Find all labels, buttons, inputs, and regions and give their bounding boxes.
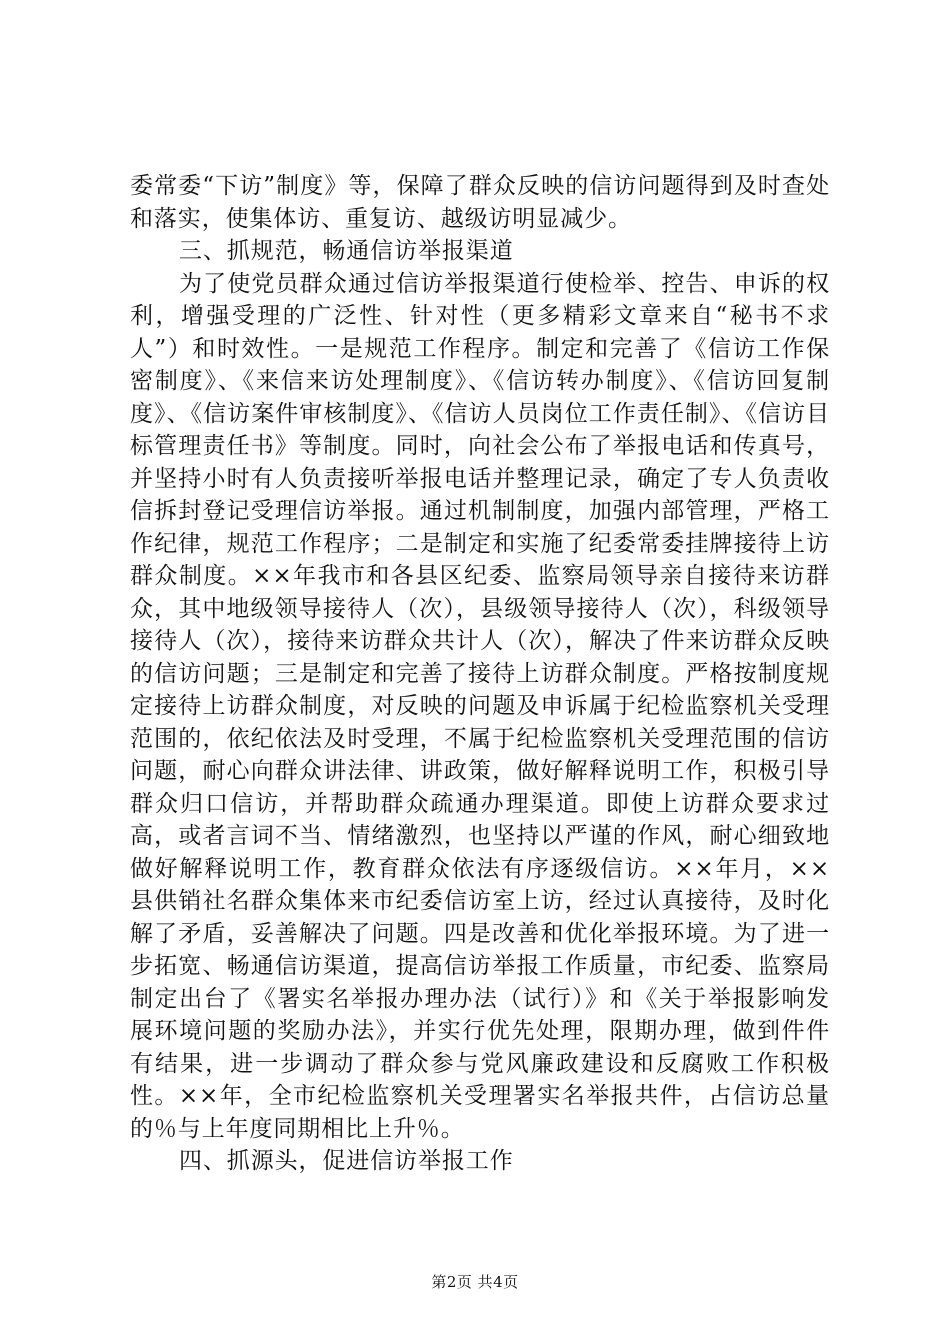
- section-heading-4: 四、抓源头，促进信访举报工作: [179, 1148, 514, 1174]
- page-number: 第2页: [431, 1273, 473, 1291]
- paragraph-continuation: 委常委“下访”制度》等，保障了群众反映的信访问题得到及时查处和落实，使集体访、重复访、越级访明显减少。: [130, 173, 830, 232]
- total-pages: 共4页: [477, 1273, 519, 1291]
- paragraph-body: 为了使党员群众通过信访举报渠道行使检举、控告、申诉的权利，增强受理的广泛性、针对性（更多精彩文章来自“秘书不求人”）和时效性。一是规范工作程序。制定和完善了《信访工作保密制度》、《来信来访处理制度》、《信访转办制度》、《信访回复制度》、《信访案件审核制度》、《信访人员岗位工作责任制》、《信访目标管理责任书》等制度。同时，向社会公布了举报电话和传真号，并坚持小时有人负责接听举报电话并整理记录，确定了专人负责收信拆封登记受理信访举报。通过机制制度，加强内部管理，严格工作纪律，规范工作程序；二是制定和实施了纪委常委挂牌接待上访群众制度。××年我市和各县区纪委、监察局领导亲自接待来访群众，其中地级领导接待人（次），县级领导接待人（次），科级领导接待人（次），接待来访群众共计人（次），解决了件来访群众反映的信访问题；三是制定和完善了接待上访群众制度。严格按制度规定接待上访群众制度，对反映的问题及申诉属于纪检监察机关受理范围的，依纪依法及时受理，不属于纪检监察机关受理范围的信访问题，耐心向群众讲法律、讲政策，做好解释说明工作，积极引导群众归口信访，并帮助群众疏通办理渠道。即使上访群众要求过高，或者言词不当、情绪激烈，也坚持以严谨的作风，耐心细致地做好解释说明工作，教育群众依法有序逐级信访。××年月，××县供销社名群众集体来市纪委信访室上访，经过认真接待，及时化解了矛盾，妥善解决了问题。四是改善和优化举报环境。为了进一步拓宽、畅通信访渠道，提高信访举报工作质量，市纪委、监察局制定出台了《署实名举报办理办法（试行）》和《关于举报影响发展环境问题的奖励办法》，并实行优先处理，限期办理，做到件件有结果，进一步调动了群众参与党风廉政建设和反腐败工作积极性。××年，全市纪检监察机关受理署实名举报共件，占信访总量的％与上年度同期相比上升％。: [130, 270, 830, 1142]
- section-heading-3: 三、抓规范，畅通信访举报渠道: [179, 238, 514, 264]
- document-body: [130, 170, 830, 1178]
- page-footer: [0, 1271, 950, 1292]
